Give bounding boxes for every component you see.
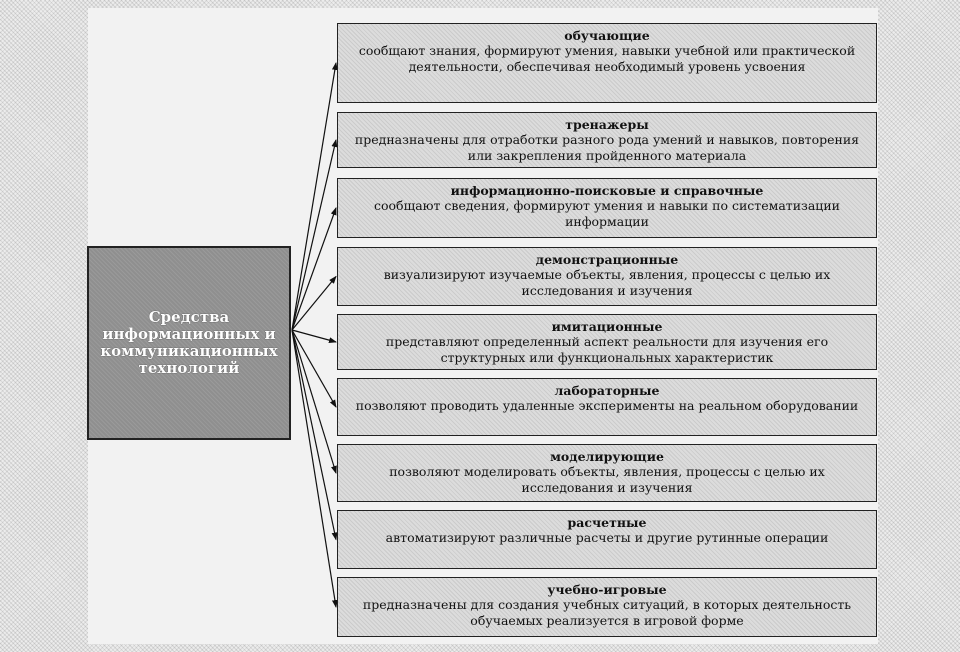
category-box-8: [337, 510, 877, 569]
category-description: сообщают знания, формируют умения, навыки учебной или практической деятельности, обеспечивая необходимый уровень усвоения: [358, 43, 856, 74]
category-box-7: [337, 444, 877, 502]
category-title: моделирующие: [550, 449, 664, 464]
category-box-6: [337, 378, 877, 436]
category-title: информационно-поисковые и справочные: [450, 183, 764, 198]
arrow-to-category-7: [292, 330, 336, 473]
category-box-4: [337, 247, 877, 306]
category-box-3: [337, 178, 877, 238]
category-description: позволяют моделировать объекты, явления, процессы с целью их исследования и изучения: [389, 464, 825, 495]
arrow-to-category-2: [292, 140, 336, 330]
category-title: демонстрационные: [535, 252, 679, 267]
arrow-to-category-3: [292, 208, 336, 330]
category-box-5: [337, 314, 877, 370]
category-title: учебно-игровые: [547, 582, 667, 597]
category-title: обучающие: [564, 28, 650, 43]
category-title: лабораторные: [554, 383, 660, 398]
arrow-to-category-5: [292, 330, 336, 342]
category-box-9: [337, 577, 877, 637]
arrow-to-category-8: [292, 330, 336, 540]
arrow-to-category-1: [292, 63, 336, 330]
source-box: [87, 246, 291, 440]
category-title: расчетные: [567, 515, 647, 530]
category-description: представляют определенный аспект реальности для изучения его структурных или функциональных характеристик: [385, 334, 829, 365]
category-title: имитационные: [551, 319, 663, 334]
category-description: автоматизируют различные расчеты и другие рутинные операции: [385, 530, 829, 545]
category-box-1: [337, 23, 877, 103]
arrow-to-category-9: [292, 330, 336, 607]
category-description: предназначены для создания учебных ситуаций, в которых деятельность обучаемых реализуется в игровой форме: [362, 597, 852, 628]
category-description: визуализируют изучаемые объекты, явления, процессы с целью их исследования и изучения: [383, 267, 831, 298]
category-description: предназначены для отработки разного рода умений и навыков, повторения или закрепления пройденного материала: [354, 132, 860, 163]
source-title: Средства информационных и коммуникационных технологий: [100, 308, 278, 377]
category-description: позволяют проводить удаленные эксперименты на реальном оборудовании: [355, 398, 859, 413]
category-title: тренажеры: [565, 117, 649, 132]
category-box-2: [337, 112, 877, 168]
category-description: сообщают сведения, формируют умения и навыки по систематизации информации: [374, 198, 840, 229]
